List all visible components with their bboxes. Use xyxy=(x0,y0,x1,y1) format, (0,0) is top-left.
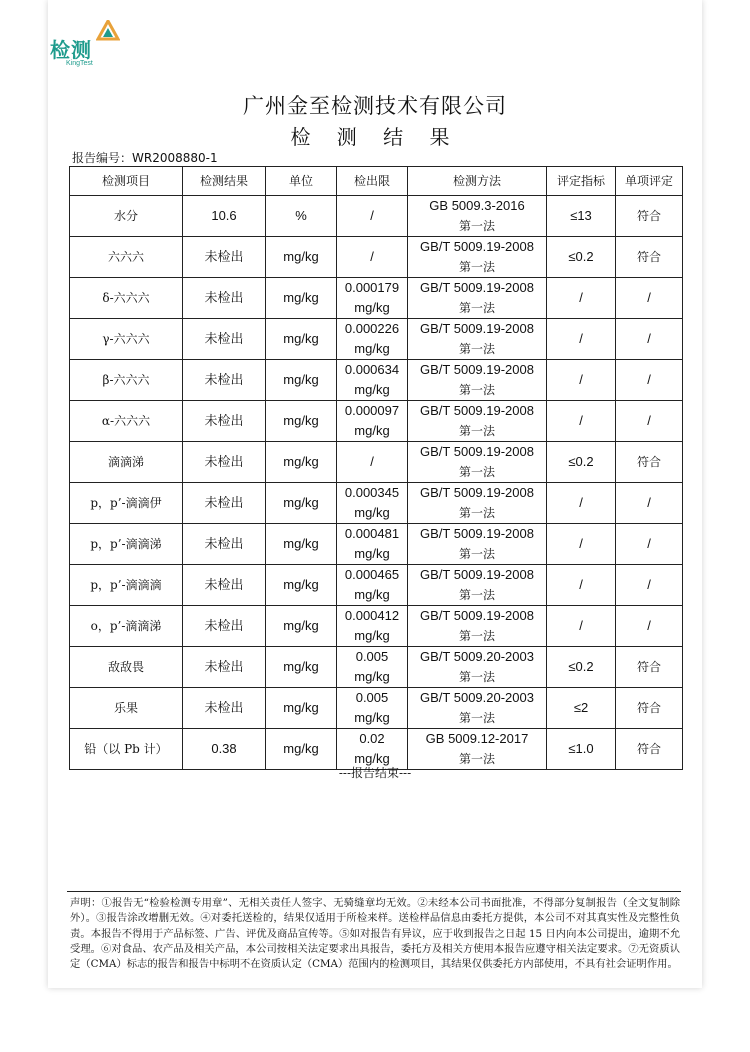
cell-result: 未检出 xyxy=(183,483,266,524)
cell-unit: mg/kg xyxy=(266,401,337,442)
col-header-unit: 单位 xyxy=(266,167,337,196)
table-row xyxy=(70,442,683,483)
method-standard: GB/T 5009.19-2008 xyxy=(420,444,534,459)
cell-index: / xyxy=(547,606,616,647)
table-row xyxy=(70,565,683,606)
method-variant: 第一法 xyxy=(458,711,495,725)
cell-item: 乐果 xyxy=(70,688,183,729)
limit-line: 0.000634 xyxy=(344,362,400,377)
method-standard: GB/T 5009.20-2003 xyxy=(420,649,534,664)
cell-item: α-六六六 xyxy=(70,401,183,442)
method-variant: 第一法 xyxy=(458,342,495,356)
cell-limit xyxy=(337,688,408,729)
limit-line: / xyxy=(370,249,374,264)
cell-index: / xyxy=(547,401,616,442)
cell-limit xyxy=(337,483,408,524)
limit-line: mg/kg xyxy=(354,341,390,356)
cell-result: 未检出 xyxy=(183,360,266,401)
cell-item: 水分 xyxy=(70,196,183,237)
limit-line: mg/kg xyxy=(354,669,390,684)
method-variant: 第一法 xyxy=(458,219,495,233)
cell-limit xyxy=(337,442,408,483)
table-row xyxy=(70,483,683,524)
limit-line: mg/kg xyxy=(354,628,390,643)
cell-judge: / xyxy=(616,524,683,565)
cell-method xyxy=(408,401,547,442)
cell-index: / xyxy=(547,360,616,401)
cell-judge: 符合 xyxy=(616,196,683,237)
cell-judge: 符合 xyxy=(616,647,683,688)
method-variant: 第一法 xyxy=(458,588,495,602)
cell-index: / xyxy=(547,483,616,524)
cell-method xyxy=(408,688,547,729)
method-standard: GB/T 5009.20-2003 xyxy=(420,690,534,705)
cell-judge: / xyxy=(616,360,683,401)
cell-unit: mg/kg xyxy=(266,360,337,401)
method-variant: 第一法 xyxy=(458,629,495,643)
cell-limit xyxy=(337,278,408,319)
cell-item: p，p’-滴滴伊 xyxy=(70,483,183,524)
table-header-row xyxy=(70,167,683,196)
cell-method xyxy=(408,442,547,483)
cell-index: ≤0.2 xyxy=(547,442,616,483)
limit-line: mg/kg xyxy=(354,751,390,766)
cell-limit xyxy=(337,237,408,278)
cell-index: ≤0.2 xyxy=(547,237,616,278)
cell-item: 铅（以 Pb 计） xyxy=(70,729,183,770)
limit-line: 0.000226 xyxy=(344,321,400,336)
method-standard: GB/T 5009.19-2008 xyxy=(420,403,534,418)
cell-limit xyxy=(337,196,408,237)
cell-result: 未检出 xyxy=(183,442,266,483)
cell-item: 滴滴涕 xyxy=(70,442,183,483)
method-standard: GB/T 5009.19-2008 xyxy=(420,321,534,336)
limit-line: mg/kg xyxy=(354,710,390,725)
cell-item: 敌敌畏 xyxy=(70,647,183,688)
logo-name: 检测 xyxy=(50,38,92,62)
method-variant: 第一法 xyxy=(458,424,495,438)
limit-line: / xyxy=(370,208,374,223)
cell-item: o，p’-滴滴涕 xyxy=(70,606,183,647)
method-variant: 第一法 xyxy=(458,383,495,397)
limit-line: 0.02 xyxy=(359,731,385,746)
results-table xyxy=(69,166,683,770)
col-header-item: 检测项目 xyxy=(70,167,183,196)
cell-unit: mg/kg xyxy=(266,606,337,647)
limit-line: 0.005 xyxy=(355,690,389,705)
table-row xyxy=(70,278,683,319)
method-variant: 第一法 xyxy=(458,752,495,766)
kingtest-logo-icon xyxy=(96,20,120,44)
cell-judge: 符合 xyxy=(616,688,683,729)
cell-index: ≤1.0 xyxy=(547,729,616,770)
cell-result: 未检出 xyxy=(183,688,266,729)
cell-item: p，p’-滴滴滴 xyxy=(70,565,183,606)
limit-line: mg/kg xyxy=(354,423,390,438)
table-row xyxy=(70,401,683,442)
cell-method xyxy=(408,647,547,688)
limit-line: 0.000179 xyxy=(344,280,400,295)
cell-unit: mg/kg xyxy=(266,319,337,360)
cell-limit xyxy=(337,360,408,401)
method-standard: GB/T 5009.19-2008 xyxy=(420,362,534,377)
table-row xyxy=(70,606,683,647)
cell-method xyxy=(408,360,547,401)
cell-unit: mg/kg xyxy=(266,442,337,483)
cell-method xyxy=(408,524,547,565)
limit-line: 0.000481 xyxy=(344,526,400,541)
report-end-mark: ---报告结束--- xyxy=(338,766,412,780)
cell-result: 未检出 xyxy=(183,278,266,319)
limit-line: mg/kg xyxy=(354,382,390,397)
cell-unit: % xyxy=(266,196,337,237)
limit-line: mg/kg xyxy=(354,546,390,561)
cell-method xyxy=(408,196,547,237)
method-variant: 第一法 xyxy=(458,547,495,561)
method-standard: GB/T 5009.19-2008 xyxy=(420,567,534,582)
cell-method xyxy=(408,606,547,647)
cell-limit xyxy=(337,565,408,606)
method-standard: GB/T 5009.19-2008 xyxy=(420,485,534,500)
cell-unit: mg/kg xyxy=(266,565,337,606)
cell-index: ≤2 xyxy=(547,688,616,729)
limit-line: 0.000345 xyxy=(344,485,400,500)
method-standard: GB/T 5009.19-2008 xyxy=(420,526,534,541)
cell-judge: / xyxy=(616,278,683,319)
disclaimer-statement: 声明：①报告无“检验检测专用章”、无相关责任人签字、无骑缝章均无效。②未经本公司书面批准，不得部分复制报告（全文复制除外）。③报告涂改增删无效。④对委托送检的，结果仅适用于所检来样。送检样品信息由委托方提供，本公司不对其真实性及完整性负责。本报告不得用于产品标签、广告、评优及商品宣传等。⑤如对报告有异议，应于收到报告之日起 15 日内向本公司提出，逾期不允受理。⑥对食品、农产品及相关产品，本公司按相关法定要求出具报告，委托方及相关方使用本报告应遵守相关法定要求。⑦无资质认定（CMA）标志的报告和报告中标明不在资质认定（CMA）范围内的检测项目，其结果仅供委托方内部使用，不具有社会证明作用。 xyxy=(70,897,680,971)
cell-item: β-六六六 xyxy=(70,360,183,401)
cell-judge: / xyxy=(616,565,683,606)
company-logo xyxy=(50,18,140,68)
table-row xyxy=(70,319,683,360)
table-row xyxy=(70,647,683,688)
cell-result: 未检出 xyxy=(183,401,266,442)
limit-line: mg/kg xyxy=(354,505,390,520)
limit-line: mg/kg xyxy=(354,300,390,315)
cell-judge: / xyxy=(616,319,683,360)
cell-item: δ-六六六 xyxy=(70,278,183,319)
logo-subtitle: KingTest xyxy=(66,60,93,67)
cell-unit: mg/kg xyxy=(266,524,337,565)
cell-judge: 符合 xyxy=(616,729,683,770)
col-header-result: 检测结果 xyxy=(183,167,266,196)
limit-line: 0.000097 xyxy=(344,403,400,418)
method-standard: GB/T 5009.19-2008 xyxy=(420,608,534,623)
cell-unit: mg/kg xyxy=(266,688,337,729)
cell-method xyxy=(408,237,547,278)
cell-index: ≤13 xyxy=(547,196,616,237)
limit-line: mg/kg xyxy=(354,587,390,602)
cell-method xyxy=(408,278,547,319)
cell-limit xyxy=(337,319,408,360)
table-row xyxy=(70,360,683,401)
cell-result: 未检出 xyxy=(183,565,266,606)
col-header-limit: 检出限 xyxy=(337,167,408,196)
cell-result: 未检出 xyxy=(183,237,266,278)
cell-result: 0.38 xyxy=(183,729,266,770)
cell-judge: 符合 xyxy=(616,237,683,278)
cell-unit: mg/kg xyxy=(266,729,337,770)
cell-result: 未检出 xyxy=(183,606,266,647)
cell-limit xyxy=(337,606,408,647)
cell-limit xyxy=(337,401,408,442)
company-name: 广州金至检测技术有限公司 xyxy=(243,94,507,118)
cell-result: 未检出 xyxy=(183,647,266,688)
report-number: 报告编号：WR2008880-1 xyxy=(72,151,218,165)
limit-line: / xyxy=(370,454,374,469)
cell-limit xyxy=(337,524,408,565)
cell-item: 六六六 xyxy=(70,237,183,278)
table-row xyxy=(70,524,683,565)
method-standard: GB 5009.3-2016 xyxy=(429,198,525,213)
method-variant: 第一法 xyxy=(458,670,495,684)
table-row xyxy=(70,237,683,278)
footer-divider xyxy=(67,891,681,892)
cell-result: 10.6 xyxy=(183,196,266,237)
cell-method xyxy=(408,483,547,524)
cell-item: γ-六六六 xyxy=(70,319,183,360)
method-variant: 第一法 xyxy=(458,465,495,479)
cell-index: / xyxy=(547,278,616,319)
limit-line: 0.000465 xyxy=(344,567,400,582)
cell-method xyxy=(408,319,547,360)
cell-limit xyxy=(337,647,408,688)
document-title: 检 测 结 果 xyxy=(290,125,460,149)
method-standard: GB/T 5009.19-2008 xyxy=(420,239,534,254)
cell-result: 未检出 xyxy=(183,524,266,565)
method-standard: GB 5009.12-2017 xyxy=(425,731,529,746)
method-standard: GB/T 5009.19-2008 xyxy=(420,280,534,295)
cell-index: / xyxy=(547,524,616,565)
cell-item: p，p’-滴滴涕 xyxy=(70,524,183,565)
cell-judge: / xyxy=(616,606,683,647)
cell-index: / xyxy=(547,565,616,606)
cell-judge: / xyxy=(616,483,683,524)
col-header-index: 评定指标 xyxy=(547,167,616,196)
cell-judge: 符合 xyxy=(616,442,683,483)
cell-judge: / xyxy=(616,401,683,442)
method-variant: 第一法 xyxy=(458,301,495,315)
method-variant: 第一法 xyxy=(458,260,495,274)
cell-unit: mg/kg xyxy=(266,237,337,278)
limit-line: 0.005 xyxy=(355,649,389,664)
method-variant: 第一法 xyxy=(458,506,495,520)
cell-method xyxy=(408,565,547,606)
cell-unit: mg/kg xyxy=(266,483,337,524)
table-row xyxy=(70,688,683,729)
cell-index: / xyxy=(547,319,616,360)
cell-index: ≤0.2 xyxy=(547,647,616,688)
col-header-judge: 单项评定 xyxy=(616,167,683,196)
table-row xyxy=(70,196,683,237)
col-header-method: 检测方法 xyxy=(408,167,547,196)
cell-unit: mg/kg xyxy=(266,647,337,688)
cell-unit: mg/kg xyxy=(266,278,337,319)
cell-result: 未检出 xyxy=(183,319,266,360)
limit-line: 0.000412 xyxy=(344,608,400,623)
